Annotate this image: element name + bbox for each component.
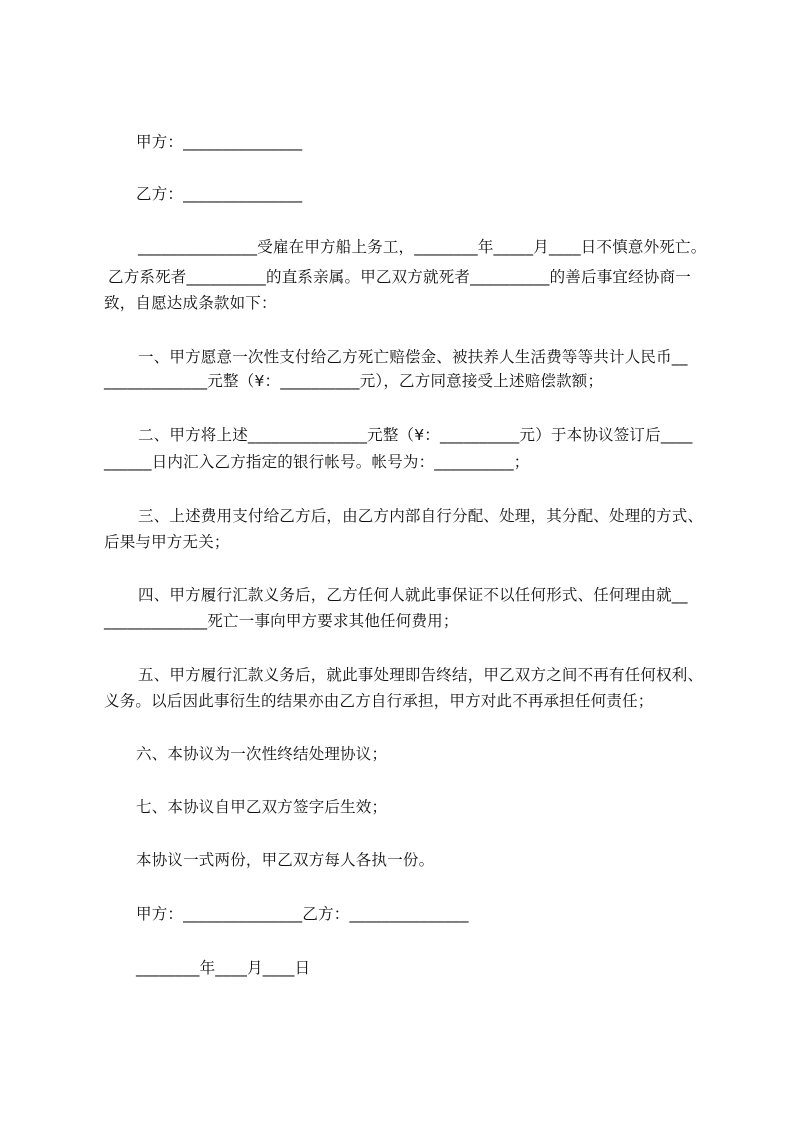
clause-3-line-2: 后果与甲方无关；	[104, 533, 230, 551]
date-line: ________年____月____日	[136, 959, 311, 977]
clause-7-line: 七、本协议自甲乙双方签字后生效；	[136, 798, 388, 816]
clause-1-line-1: 一、甲方愿意一次性支付给乙方死亡赔偿金、被扶养人生活费等等共计人民币__	[138, 348, 688, 366]
copies-note: 本协议一式两份，甲乙双方每人各执一份。	[136, 851, 435, 869]
clause-5-line-1: 五、甲方履行汇款义务后，就此事处理即告终结，甲乙双方之间不再有任何权利、	[138, 666, 704, 684]
clause-2-line-1: 二、甲方将上述_______________元整（¥：__________元）于本协议签订后____	[138, 426, 693, 444]
clause-3-line-1: 三、上述费用支付给乙方后，由乙方内部自行分配、处理，其分配、处理的方式、	[138, 507, 704, 525]
preamble-line-3: 致，自愿达成条款如下：	[104, 294, 277, 312]
party-b-line: 乙方：_______________	[136, 185, 303, 203]
clause-4-line-1: 四、甲方履行汇款义务后，乙方任何人就此事保证不以任何形式、任何理由就__	[138, 586, 688, 604]
signature-line: 甲方：_______________乙方：_______________	[136, 905, 469, 923]
preamble-line-1: _______________受雇在甲方船上务工，________年_____月____日不慎意外死亡。	[138, 238, 707, 256]
preamble-line-2: 乙方系死者__________的直系亲属。甲乙双方就死者__________的善后事宜经协商一	[108, 268, 691, 286]
party-a-line: 甲方：_______________	[136, 133, 303, 151]
clause-5-line-2: 义务。以后因此事衍生的结果亦由乙方自行承担，甲方对此不再承担任何责任；	[104, 692, 654, 710]
clause-4-line-2: _____________死亡一事向甲方要求其他任何费用；	[104, 612, 459, 630]
clause-2-line-2: ______日内汇入乙方指定的银行帐号。帐号为：__________；	[104, 453, 530, 471]
clause-1-line-2: _____________元整（¥：__________元），乙方同意接受上述赔偿款额；	[104, 372, 604, 390]
clause-6-line: 六、本协议为一次性终结处理协议；	[136, 745, 388, 763]
